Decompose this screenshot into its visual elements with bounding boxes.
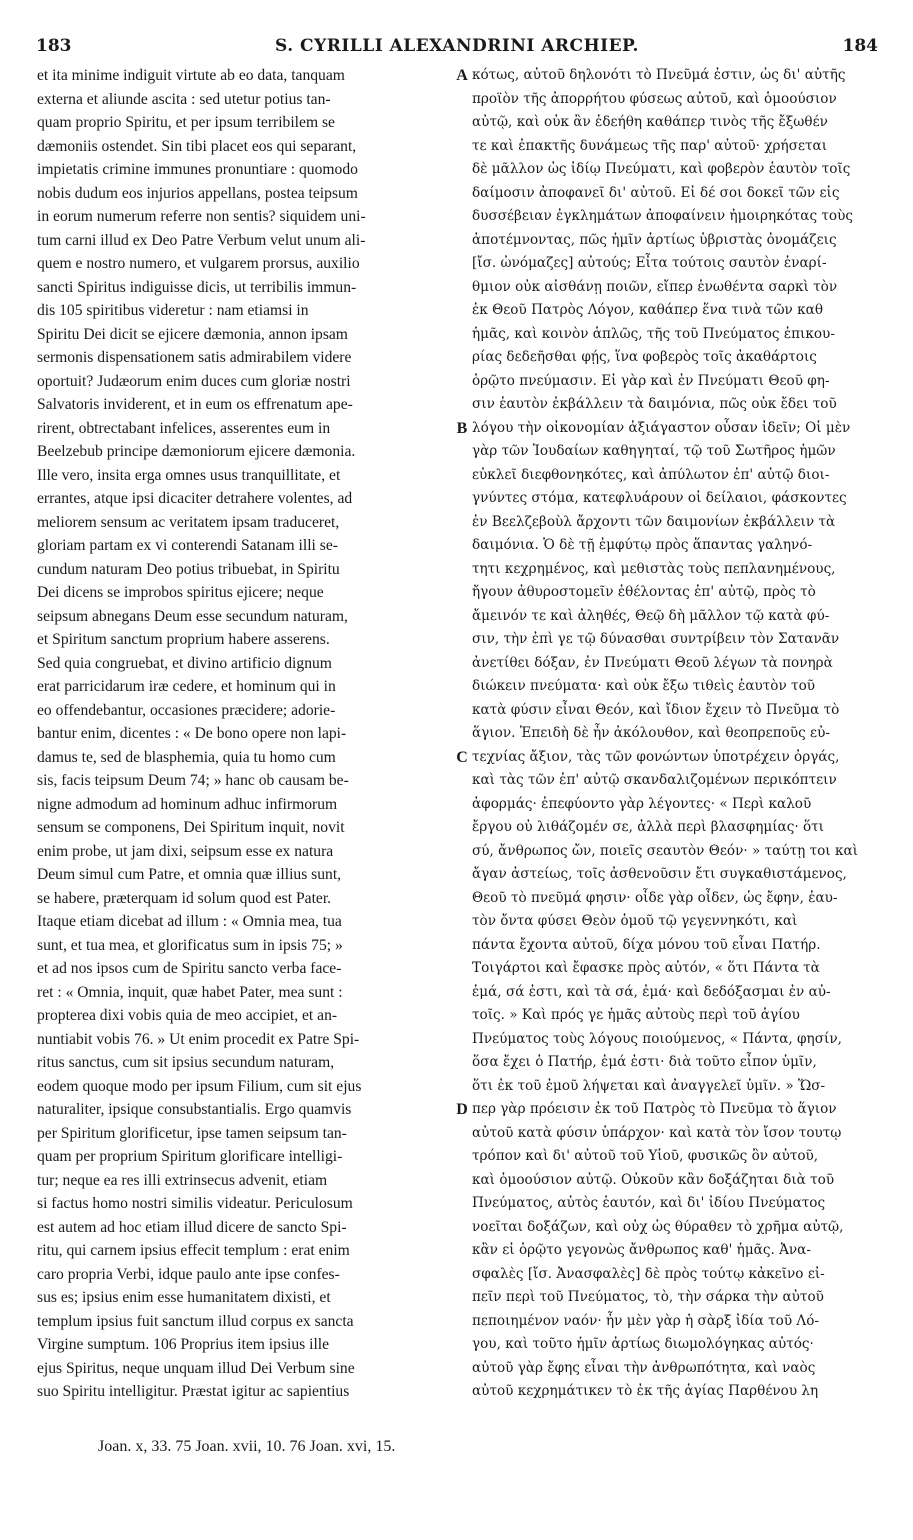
latin-text-line: cundum naturam Deo potius tribuebat, in Spiritu (37, 560, 340, 578)
marker-spacer (452, 605, 472, 629)
marker-spacer (452, 1310, 472, 1334)
greek-text-line: αὐτῷ, καὶ οὐκ ἂν ἐδεήθη καθάπερ τινὸς τῆς ἔξωθέν (472, 114, 828, 130)
marker-spacer (452, 440, 472, 464)
marker-spacer (452, 135, 472, 159)
latin-text-line: erat parricidarum iræ cedere, et hominum qui in (37, 678, 336, 695)
greek-text-line: σιν, τὴν ἐπὶ γε τῷ δύνασθαι συντρίβειν τὸν Σατανᾶν (472, 631, 840, 647)
latin-text-line: externa et aliunde ascita : sed utetur potius tan- (37, 90, 331, 108)
greek-text-line: ἔργου οὐ λιθάζομέν σε, ἀλλὰ περὶ βλασφημίας· ὅτι (472, 819, 824, 835)
marker-spacer (452, 1380, 472, 1404)
greek-text-line: προϊὸν τῆς ἀπορρήτου φύσεως αὐτοῦ, καὶ ὁμοούσιον (472, 90, 837, 107)
marker-spacer (452, 675, 472, 699)
latin-text-line: bantur enim, dicentes : « De bono opere non lapi- (37, 725, 347, 742)
latin-text-line: nuntiabit vobis 76. » Ut enim procedit ex Patre Spi- (37, 1030, 360, 1048)
greek-text-line: λόγου τὴν οἰκονομίαν ἀξιάγαστον οὖσαν ἰδεῖν; Οἱ μὲν (472, 419, 851, 436)
latin-text-line: errantes, atque ipsi dicaciter detrahere volentes, ad (37, 490, 353, 507)
marker-spacer (452, 534, 472, 558)
marker-spacer (452, 299, 472, 323)
greek-text-line: αὐτοῦ κατὰ φύσιν ὑπάρχον· καὶ κατὰ τὸν ἴσον τουτῳ (472, 1124, 842, 1141)
marker-spacer (452, 1357, 472, 1381)
greek-text-line: ἐν Βεελζεβοὺλ ἄρχοντι τῶν δαιμονίων ἐκβάλλειν τὰ (472, 513, 836, 530)
greek-text-line: σφαλὲς [ἴσ. Ἀνασφαλὲς] δὲ πρὸς τούτῳ κἀκεῖνο εἰ- (472, 1265, 825, 1282)
page-header (36, 36, 878, 60)
marker-spacer (452, 158, 472, 182)
section-letter: C (456, 748, 468, 766)
latin-text-line: se habere, præterquam id solum quod est Pater. (37, 889, 332, 907)
marker-spacer (452, 957, 472, 981)
latin-text-line: impietatis crimine immunes pronuntiare : quomodo (37, 161, 358, 178)
latin-text-line: Deum simul cum Patre, et omnia quæ illius sunt, (37, 866, 342, 883)
greek-text-line: δυσσέβειαν ἐγκλημάτων ἀποφαίνειν ἠμοιρηκότας τοὺς (472, 208, 853, 224)
greek-text-line: διώκειν πνεύματα· καὶ οὐκ ἔξω τιθεὶς ἑαυτὸν τοῦ (472, 678, 816, 694)
marker-spacer (452, 1169, 472, 1193)
greek-text-line: ἄμεινόν τε καὶ ἀληθές, Θεῷ δὴ μᾶλλον τῷ κατὰ φύ- (472, 607, 830, 624)
marker-spacer (452, 88, 472, 112)
greek-column (472, 64, 892, 1404)
greek-text-line: πάντα ἔχοντα αὐτοῦ, δίχα μόνου τοῦ εἶναι Πατήρ. (472, 936, 821, 953)
greek-text-line: ἐμά, σά ἐστι, καὶ τὰ σά, ἐμά· καὶ δεδόξασμαι ἐν αὐ- (472, 983, 831, 1000)
marker-spacer (452, 699, 472, 723)
greek-text-line: γνύντες στόμα, κατεφλυάρουν οἱ δείλαιοι, φάσκοντες (472, 490, 847, 506)
greek-text-line: τοῖς. » Καὶ πρός γε ἡμᾶς αὐτοὺς περὶ τοῦ ἁγίου (472, 1007, 800, 1023)
latin-text-line: quem e nostro numero, et vulgarem prorsus, auxilio (37, 255, 360, 272)
marker-spacer (452, 487, 472, 511)
greek-text-line: δαίμοσιν ἀποφανεῖ δι' αὐτοῦ. Εἰ δέ σοι δοκεῖ τῶν εἰς (472, 184, 840, 201)
greek-text-line: ἀφορμάς· ἐπεφύοντο γὰρ λέγοντες· « Περὶ καλοῦ (472, 795, 812, 812)
latin-text-line: Itaque etiam dicebat ad illum : « Omnia mea, tua (37, 913, 342, 930)
latin-text-line: nobis dudum eos injurios appellans, postea teipsum (37, 184, 358, 202)
marker-spacer (452, 323, 472, 347)
marker-spacer (452, 840, 472, 864)
greek-text-line: κότως, αὐτοῦ δηλονότι τὸ Πνεῦμά ἐστιν, ὡς δι' αὐτῆς (472, 67, 846, 83)
greek-text-line: αὐτοῦ κεχρημάτικεν τὸ ἐκ τῆς ἁγίας Παρθένου λη (472, 1383, 819, 1399)
greek-text-line: τητι κεχρημένος, καὶ μεθιστὰς τοὺς πεπλανημένους, (472, 560, 836, 577)
latin-text-line: damus te, sed de blasphemia, quia tu homo cum (37, 748, 336, 766)
greek-text-line: ἐκ Θεοῦ Πατρὸς Λόγον, καθάπερ ἕνα τινὰ τῶν καθ (472, 302, 824, 318)
greek-text-line: περ γὰρ πρόεισιν ἐκ τοῦ Πατρὸς τὸ Πνεῦμα τὸ ἅγιον (472, 1101, 837, 1117)
latin-text-line: tur; neque ea res illi extrinsecus advenit, etiam (37, 1171, 328, 1189)
marker-spacer (452, 1145, 472, 1169)
latin-text-line: et ad nos ipsos cum de Spiritu sancto verba face- (37, 960, 342, 977)
greek-text-line: ὅτι ἐκ τοῦ ἐμοῦ λήψεται καὶ ἀναγγελεῖ ὑμῖν. » Ὥσ- (472, 1077, 826, 1094)
greek-text-line: ἄγαν ἀστείως, τοῖς ἀσθενοῦσιν ἔτι συγκαθιστάμενος, (472, 866, 847, 882)
greek-text-line: τρόπον καὶ δι' αὐτοῦ τοῦ Υἱοῦ, φυσικῶς ὂν αὐτοῦ, (472, 1148, 819, 1164)
latin-text-line: caro propria Verbi, idque paulo ante ipse confes- (37, 1265, 340, 1283)
greek-text-line: ρίας δεδεῆσθαι φῄς, ἵνα φοβερὸς τοῖς ἀκαθάρτοις (472, 349, 817, 365)
marker-spacer (452, 1192, 472, 1216)
greek-text-line: πεποιημένον ναόν· ἦν μὲν γὰρ ἡ σὰρξ ἰδία τοῦ Λό- (472, 1312, 820, 1329)
latin-text-line: eo offendebantur, occasiones præcidere; adorie- (37, 701, 336, 719)
latin-text-line: dæmoniis ostendet. Sin tibi placet eos qui separant, (37, 137, 357, 155)
greek-text-line: κἂν εἰ ὁρῷτο γεγονὼς ἄνθρωπος καθ' ἡμᾶς. Ἀνα- (472, 1242, 811, 1258)
greek-text-line: σιν ἑαυτὸν ἐκβάλλειν τὰ δαιμόνια, πῶς οὐκ ἔδει τοῦ (472, 396, 837, 412)
marker-spacer (452, 205, 472, 229)
latin-text-line: Dei dicens se improbos spiritus ejicere; neque (37, 584, 324, 601)
latin-text-line: et ita minime indiguit virtute ab eo data, tanquam (37, 67, 345, 84)
marker-spacer (452, 511, 472, 535)
section-markers (452, 64, 472, 1404)
latin-text-line: meliorem sensum ac veritatem ipsam traduceret, (37, 513, 340, 531)
running-title: S. CYRILLI ALEXANDRINI ARCHIEP. (275, 36, 639, 56)
latin-text-line: ret : « Omnia, inquit, quæ habet Pater, mea sunt : (37, 983, 343, 1001)
latin-text-line: propterea dixi vobis quia de meo accipiet, et an- (37, 1007, 338, 1024)
greek-text-line: δὲ μᾶλλον ὡς ἰδίῳ Πνεύματι, καὶ φοβερὸν ἑαυτὸν τοῖς (472, 161, 851, 177)
marker-spacer (452, 1122, 472, 1146)
marker-spacer (452, 1051, 472, 1075)
greek-text-line: θμιον οὐκ αἰσθάνῃ ποιῶν, εἴπερ ἑνωθέντα σαρκὶ τὸν (472, 278, 838, 295)
latin-text-line: sancti Spiritus indiguisse dicis, ut terribilis immun- (37, 278, 357, 296)
latin-text-line: Spiritu Dei dicit se ejicere dæmonia, annon ipsam (37, 325, 348, 343)
latin-text-line: Ille vero, insita erga omnes usus tranquillitate, et (37, 466, 341, 484)
latin-text-line: quam proprio Spiritu, et per ipsum terribilem se (37, 114, 335, 131)
greek-text-line: πεῖν περὶ τοῦ Πνεύματος, τὸ, τὴν σάρκα τὴν αὐτοῦ (472, 1289, 824, 1305)
latin-text-line: Beelzebub principe dæmoniorum ejicere dæmonia. (37, 443, 356, 460)
marker-spacer (452, 793, 472, 817)
footnotes: Joan. x, 33. 75 Joan. xvii, 10. 76 Joan. xvi, 15. (98, 1438, 396, 1455)
greek-text-line: Πνεύματος, αὐτὸς ἑαυτόν, καὶ δι' ἰδίου Πνεύματος (472, 1195, 826, 1211)
latin-text-line: Virgine sumptum. 106 Proprius item ipsius ille (37, 1336, 330, 1353)
marker-spacer (452, 581, 472, 605)
latin-text-line: naturaliter, ipsique consubstantialis. Ergo quamvis (37, 1101, 352, 1118)
greek-text-line: δαιμόνια. Ὁ δὲ τῇ ἐμφύτῳ πρὸς ἅπαντας γαληνό- (472, 537, 813, 553)
greek-text-line: [ἴσ. ὠνόμαζες] αὐτούς; Εἶτα τούτοις σαυτὸν ἐναρί- (472, 255, 827, 271)
greek-text-line: καὶ ὁμοούσιον αὐτῷ. Οὐκοῦν κἂν δοξάζηται διὰ τοῦ (472, 1171, 835, 1188)
latin-text-line: enim probe, ut jam dixi, seipsum esse ex natura (37, 842, 334, 860)
marker-spacer (452, 1239, 472, 1263)
latin-text-line: sunt, et tua mea, et glorificatus sum in ipsis 75; » (37, 936, 343, 954)
page-number-right: 184 (842, 36, 878, 56)
marker-spacer (452, 276, 472, 300)
marker-spacer (452, 934, 472, 958)
greek-text-line: σύ, ἄνθρωπος ὤν, ποιεῖς σεαυτὸν Θεόν· » ταύτῃ τοι καὶ (472, 842, 858, 859)
section-letter: A (456, 67, 468, 84)
latin-text-line: per Spiritum glorificetur, ipse tamen seipsum tan- (37, 1124, 347, 1142)
latin-text-line: tum carni illud ex Deo Patre Verbum velut unum ali- (37, 231, 366, 249)
marker-spacer (452, 1286, 472, 1310)
latin-text-line: oportuit? Judæorum enim duces cum gloriæ nostri (37, 372, 351, 390)
marker-spacer (452, 370, 472, 394)
latin-text-line: sis, facis teipsum Deum 74; » hanc ob causam be- (37, 772, 349, 789)
marker-spacer (452, 1004, 472, 1028)
section-letter: B (456, 419, 468, 437)
marker-spacer (452, 346, 472, 370)
greek-text-line: τὸν ὄντα φύσει Θεὸν ὁμοῦ τῷ γεγεννηκότι, καὶ (472, 913, 798, 929)
greek-text-line: γου, καὶ τοῦτο ἡμῖν ἀρτίως διωμολόγηκας αὐτός· (472, 1336, 814, 1352)
latin-text-line: ritus sanctus, cum sit ipsius secundum naturam, (37, 1054, 335, 1071)
greek-text-line: Πνεύματος τοὺς λόγους ποιούμενος, « Πάντα, φησίν, (472, 1030, 842, 1047)
greek-text-line: ὁρῷτο πνεύμασιν. Εἰ γὰρ καὶ ἐν Πνεύματι Θεοῦ φη- (472, 372, 830, 389)
marker-spacer (452, 1028, 472, 1052)
section-letter: D (456, 1101, 468, 1118)
greek-text-line: τε καὶ ἐπακτῆς δυνάμεως τῆς παρ' αὐτοῦ· χρήσεται (472, 137, 828, 154)
marker-spacer (452, 229, 472, 253)
latin-text-line: ritu, qui carnem ipsius effecit templum : erat enim (37, 1242, 350, 1259)
greek-text-line: ἤγουν ἀθυροστομεῖν ἐθέλοντας ἐπ' αὐτῷ, πρὸς τὸ (472, 584, 816, 600)
latin-text-line: nigne admodum ad hominum adhuc infirmorum (37, 795, 338, 813)
latin-text-line: gloriam partam ex vi conterendi Satanam illi se- (37, 537, 338, 554)
marker-spacer (452, 182, 472, 206)
latin-text-line: sermonis dispensationem satis admirabilem videre (37, 349, 352, 366)
greek-text-line: κατὰ φύσιν εἶναι Θεόν, καὶ ἴδιον ἔχειν τὸ Πνεῦμα τὸ (472, 701, 840, 718)
marker-spacer (452, 628, 472, 652)
greek-text-line: γὰρ τῶν Ἰουδαίων καθηγηταί, τῷ τοῦ Σωτῆρος ἡμῶν (472, 443, 836, 459)
marker-spacer (452, 910, 472, 934)
marker-spacer (452, 1216, 472, 1240)
latin-text-line: est autem ad hoc etiam illud dicere de sancto Spi- (37, 1218, 347, 1236)
marker-spacer (452, 816, 472, 840)
latin-text-line: si factus homo nostri similis videatur. Periculosum (37, 1195, 353, 1212)
marker-spacer (452, 981, 472, 1005)
greek-text-line: ἡμᾶς, καὶ κοινὸν ἁπλῶς, τῆς τοῦ Πνεύματος ἐπικου- (472, 325, 835, 342)
marker-spacer (452, 464, 472, 488)
marker-spacer (452, 887, 472, 911)
greek-text-line: αὐτοῦ γὰρ ἔφης εἶναι τὴν ἀνθρωπότητα, καὶ ναὸς (472, 1359, 816, 1376)
greek-text-line: καὶ τὰς τῶν ἐπ' αὐτῷ σκανδαλιζομένων περικόπτειν (472, 772, 837, 788)
greek-text-line: ἀνετίθει δόξαν, ἐν Πνεύματι Θεοῦ λέγων τὰ πονηρὰ (472, 654, 833, 671)
greek-text-line: ὅσα ἔχει ὁ Πατήρ, ἐμά ἐστι· διὰ τοῦτο εἶπον ὑμῖν, (472, 1054, 817, 1070)
greek-text-line: Τοιγάρτοι καὶ ἔφασκε πρὸς αὐτόν, « ὅτι Πάντα τὰ (472, 960, 820, 976)
latin-text-line: templum ipsius fuit sanctum illud corpus ex sancta (37, 1312, 354, 1330)
latin-text-line: dis 105 spiritibus videretur : nam etiamsi in (37, 302, 309, 319)
greek-text-line: νοεῖται δοξάζων, καὶ οὐχ ὡς θύραθεν τὸ χρῆμα αὐτῷ, (472, 1218, 844, 1235)
latin-text-line: Sed quia congruebat, et divino artificio dignum (37, 654, 332, 672)
marker-spacer (452, 769, 472, 793)
latin-text-line: rirent, obtrectabant infelices, asserentes eum in (37, 419, 331, 437)
marker-spacer (452, 652, 472, 676)
latin-text-line: eodem quoque modo per ipsum Filium, cum sit ejus (37, 1077, 362, 1095)
latin-text-line: Salvatoris inviderent, et in eum os effrenatum ape- (37, 396, 353, 413)
greek-text-line: ἀποτέμνοντας, πῶς ἡμῖν ἀρτίως ὑβριστὰς ὀνομάζεις (472, 231, 837, 248)
greek-text-line: ἅγιον. Ἐπειδὴ δὲ ἦν ἀκόλουθον, καὶ θεοπρεποῦς εὐ- (472, 725, 830, 741)
page-number-left: 183 (36, 36, 72, 56)
latin-text-line: seipsum abnegans Deum esse secundum naturam, (37, 607, 348, 625)
latin-text-line: sensum se componens, Dei Spiritum inquit, novit (37, 819, 345, 836)
marker-spacer (452, 393, 472, 417)
marker-spacer (452, 722, 472, 746)
marker-spacer (452, 1075, 472, 1099)
latin-text-line: ejus Spiritus, neque unquam illud Dei Verbum sine (37, 1359, 355, 1377)
marker-spacer (452, 863, 472, 887)
greek-text-line: τεχνίας ἄξιον, τὰς τῶν φονώντων ὑποτρέχειν ὀργάς, (472, 748, 840, 765)
greek-text-line: Θεοῦ τὸ πνεῦμά φησιν· οἶδε γὰρ οἶδεν, ὡς ἔφην, ἑαυ- (472, 889, 838, 906)
marker-spacer (452, 1333, 472, 1357)
latin-text-line: in eorum numerum referre non sentis? siquidem uni- (37, 208, 366, 225)
latin-column (37, 64, 457, 1404)
latin-text-line: sus es; ipsius enim esse humanitatem dixisti, et (37, 1289, 331, 1306)
marker-spacer (452, 252, 472, 276)
latin-text-line: et Spiritum sanctum proprium habere asserens. (37, 631, 330, 648)
latin-text-line: suo Spiritu intelligitur. Præstat igitur ac sapientius (37, 1383, 350, 1400)
marker-spacer (452, 111, 472, 135)
marker-spacer (452, 1263, 472, 1287)
latin-text-line: quam per proprium Spiritum glorificare intelligi- (37, 1148, 343, 1165)
greek-text-line: εὐκλεῖ διεφθονηκότες, καὶ ἀπύλωτον ἐπ' αὐτῷ διοι- (472, 466, 830, 483)
marker-spacer (452, 558, 472, 582)
